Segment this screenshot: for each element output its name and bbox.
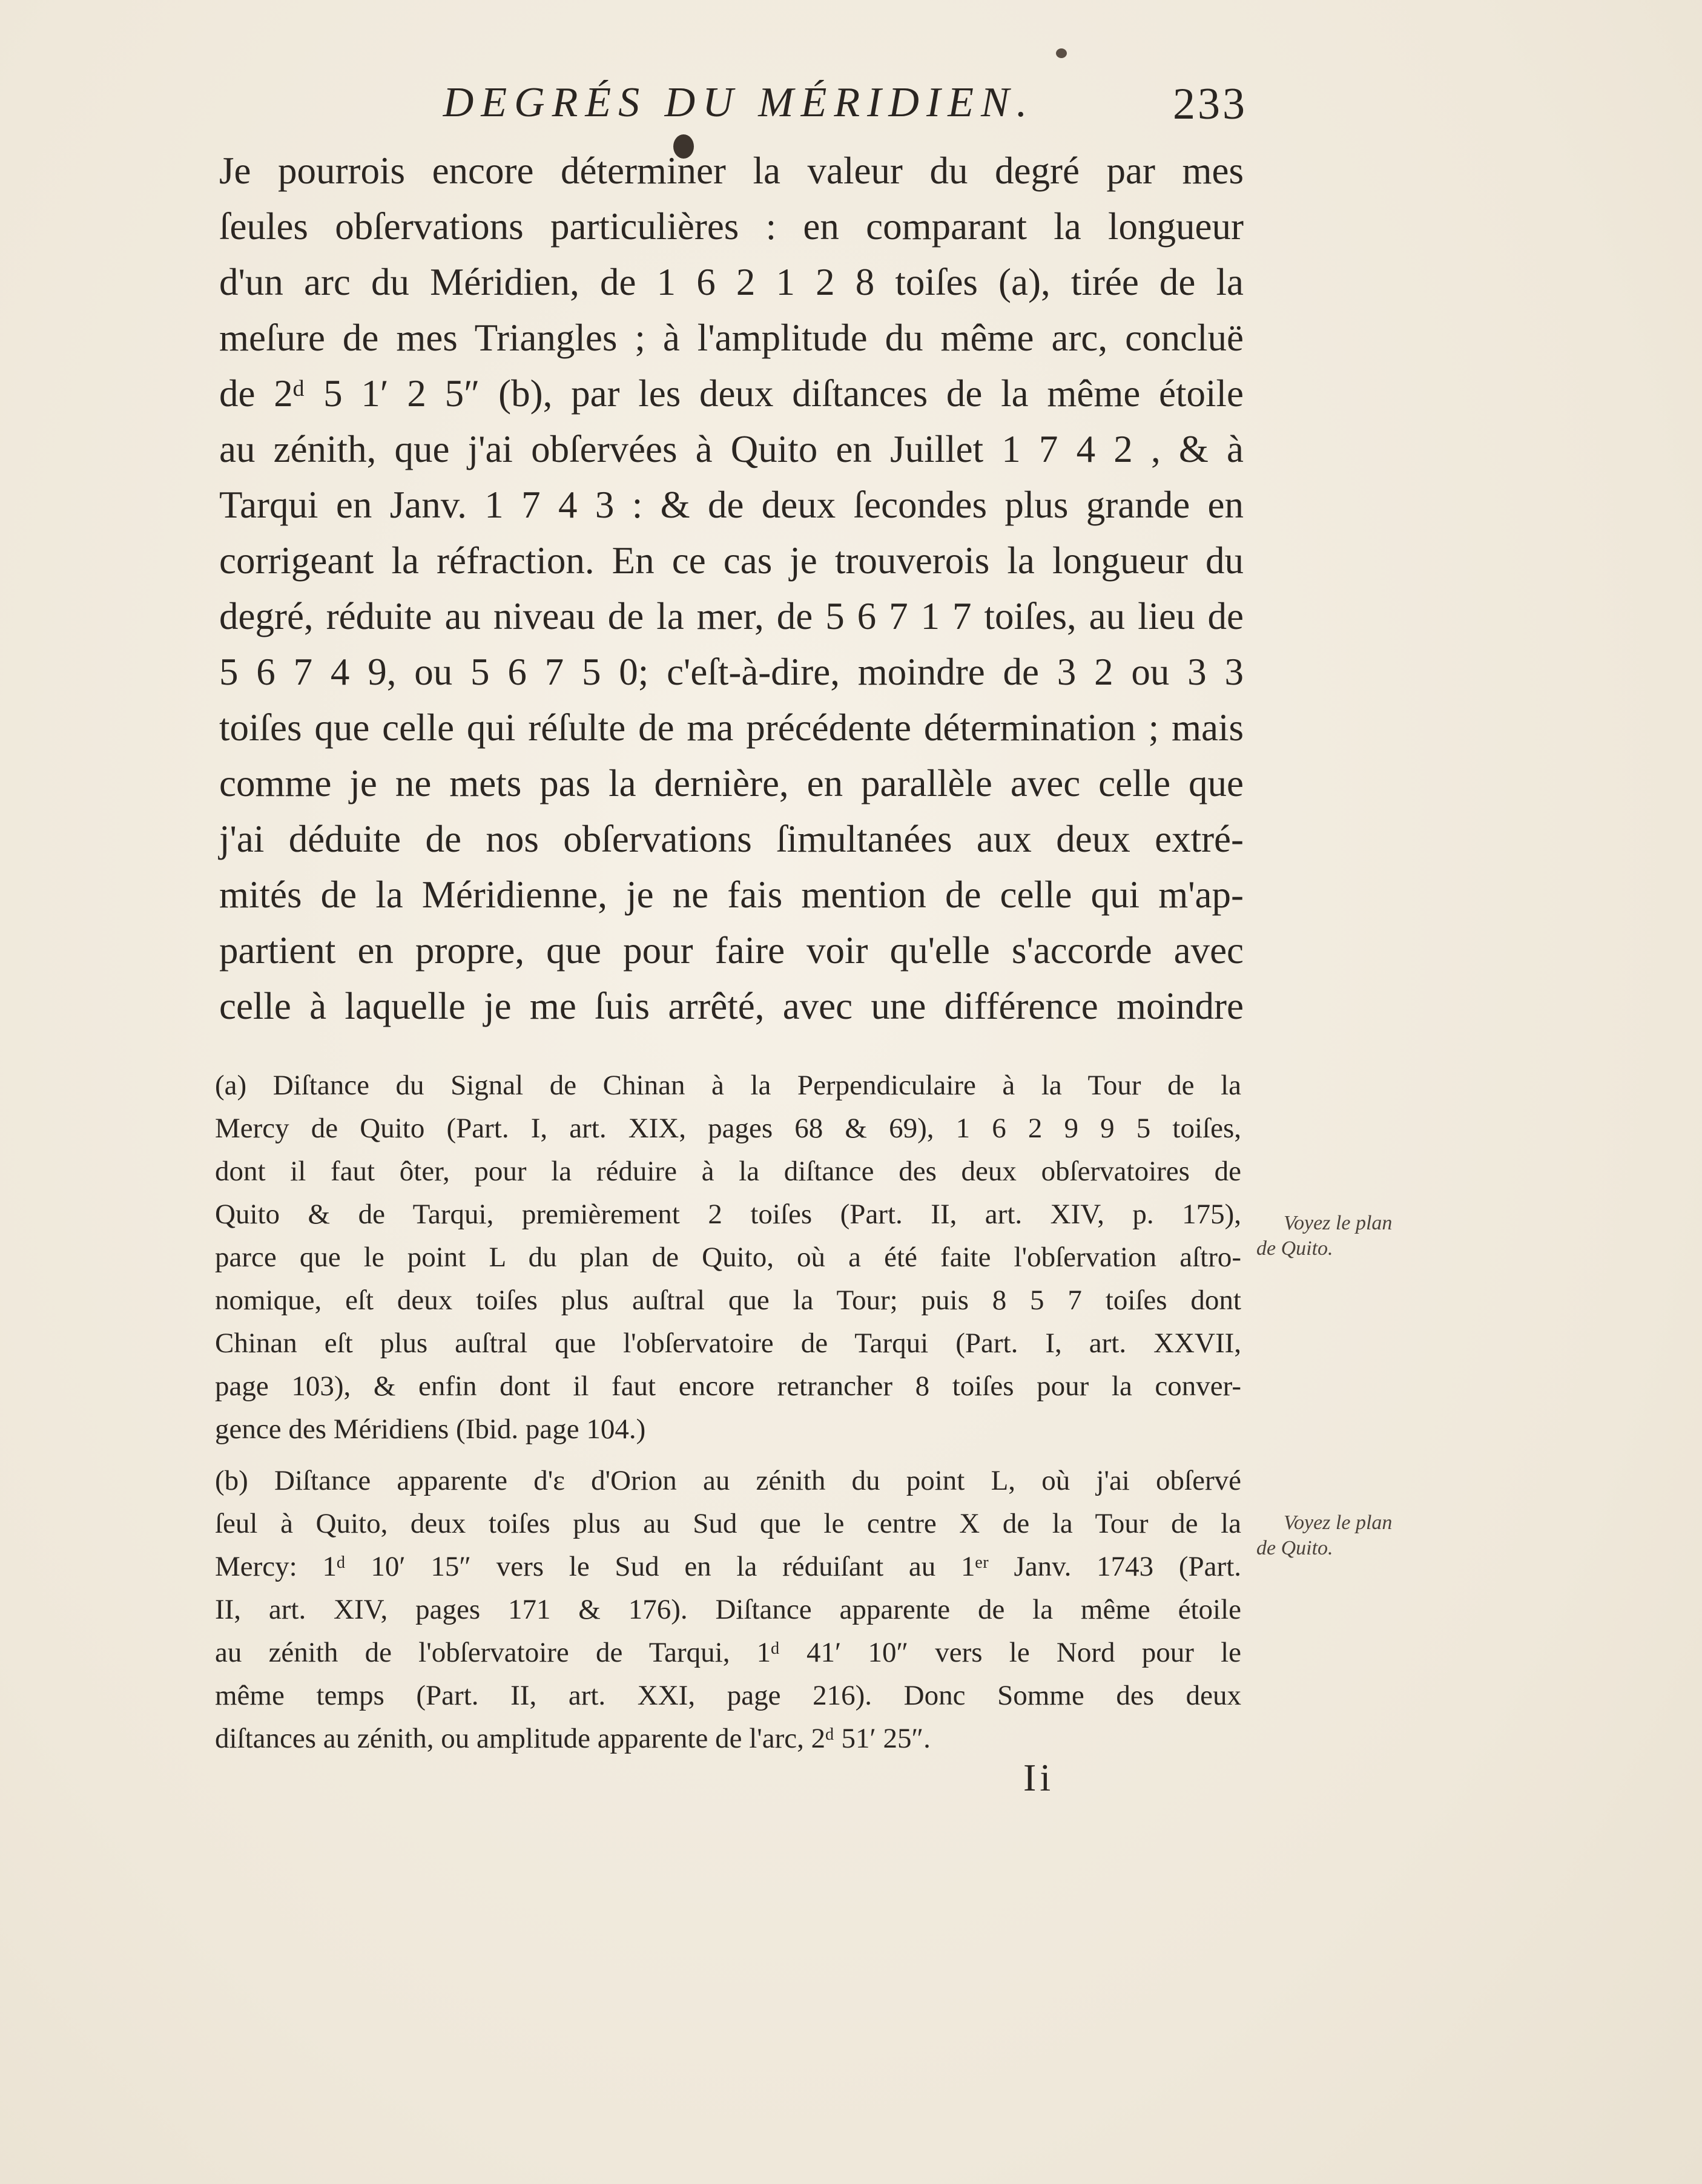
footnote-line: Quito & de Tarqui, premièrement 2 toiſes (Part. II, art. XIV, p. 175),: [215, 1199, 1241, 1230]
footnote-line: (b) Diſtance apparente d'ε d'Orion au zénith du point L, où j'ai obſervé: [215, 1465, 1241, 1496]
page-header: [218, 79, 1247, 145]
text-line: partient en propre, que pour faire voir qu'elle s'accorde avec: [219, 929, 1244, 972]
footnotes: [215, 1064, 1241, 1760]
running-head: DEGRÉS DU MÉRIDIEN.: [443, 79, 1035, 126]
footnote-line: Chinan eſt plus auſtral que l'obſervatoire de Tarqui (Part. I, art. XXVII,: [215, 1327, 1241, 1359]
margin-note-line: de Quito.: [1256, 1237, 1333, 1260]
footnote-line: (a) Diſtance du Signal de Chinan à la Perpendiculaire à la Tour de la: [215, 1070, 1241, 1101]
main-paragraph: [219, 143, 1244, 1034]
footnote-line: ſeul à Quito, deux toiſes plus au Sud que le centre X de la Tour de la: [215, 1508, 1241, 1539]
text-line: comme je ne mets pas la dernière, en parallèle avec celle que: [219, 762, 1244, 804]
text-line: Je pourrois encore déterminer la valeur du degré par mes: [219, 150, 1244, 192]
footnote-line: même temps (Part. II, art. XXI, page 216). Donc Somme des deux: [215, 1680, 1241, 1711]
footnote-line: nomique, eſt deux toiſes plus auſtral que la Tour; puis 8 5 7 toiſes dont: [215, 1284, 1241, 1316]
page-number: 233: [1173, 79, 1247, 129]
footnote-gap: [215, 1451, 1241, 1459]
text-line: 5 6 7 4 9, ou 5 6 7 5 0; c'eſt-à-dire, moindre de 3 2 ou 3 3: [219, 651, 1244, 693]
text-line: degré, réduite au niveau de la mer, de 5 6 7 1 7 toiſes, au lieu de: [219, 595, 1244, 637]
footnote-line: gence des Méridiens (Ibid. page 104.): [215, 1413, 646, 1445]
text-line: de 2ᵈ 5 1′ 2 5″ (b), par les deux diſtances de la même étoile: [219, 372, 1244, 415]
ink-blot: [1056, 48, 1067, 58]
footnote-line: Mercy de Quito (Part. I, art. XIX, pages 68 & 69), 1 6 2 9 9 5 toiſes,: [215, 1113, 1241, 1144]
footnote-line: II, art. XIV, pages 171 & 176). Diſtance apparente de la même étoile: [215, 1594, 1241, 1625]
footnote-line: parce que le point L du plan de Quito, où a été faite l'obſervation aſtro-: [215, 1242, 1241, 1273]
footnote-line: Mercy: 1ᵈ 10′ 15″ vers le Sud en la réduiſant au 1ᵉʳ Janv. 1743 (Part.: [215, 1551, 1241, 1582]
text-line: ſeules obſervations particulières : en comparant la longueur: [219, 205, 1244, 248]
margin-note-line: Voyez le plan: [1284, 1212, 1393, 1234]
text-line: j'ai déduite de nos obſervations ſimultanées aux deux extré-: [219, 818, 1244, 860]
footnote-line: au zénith de l'obſervatoire de Tarqui, 1ᵈ 41′ 10″ vers le Nord pour le: [215, 1637, 1241, 1668]
text-line: Tarqui en Janv. 1 7 4 3 : & de deux ſecondes plus grande en: [219, 484, 1244, 526]
text-line: au zénith, que j'ai obſervées à Quito en Juillet 1 7 4 2 , & à: [219, 428, 1244, 470]
margin-note-line: de Quito.: [1256, 1537, 1333, 1559]
signature-mark: Ii: [1023, 1756, 1055, 1799]
text-line: d'un arc du Méridien, de 1 6 2 1 2 8 toiſes (a), tirée de la: [219, 261, 1244, 303]
text-line: corrigeant la réfraction. En ce cas je trouverois la longueur du: [219, 539, 1244, 582]
text-line: mités de la Méridienne, je ne fais mention de celle qui m'ap-: [219, 873, 1244, 916]
margin-note: [1256, 1211, 1450, 1261]
text-line: celle à laquelle je me ſuis arrêté, avec une différence moindre: [219, 985, 1244, 1027]
footnote-line: dont il faut ôter, pour la réduire à la diſtance des deux obſervatoires de: [215, 1156, 1241, 1187]
footnote-line: diſtances au zénith, ou amplitude apparente de l'arc, 2ᵈ 51′ 25″.: [215, 1723, 931, 1754]
text-line: meſure de mes Triangles ; à l'amplitude du même arc, concluë: [219, 317, 1244, 359]
margin-note: [1256, 1510, 1450, 1561]
footnote-b: [215, 1459, 1241, 1760]
footnote-line: page 103), & enfin dont il faut encore retrancher 8 toiſes pour la conver-: [215, 1370, 1241, 1402]
text-line: toiſes que celle qui réſulte de ma précédente détermination ; mais: [219, 706, 1244, 749]
footnote-a: [215, 1064, 1241, 1451]
margin-note-line: Voyez le plan: [1284, 1511, 1393, 1534]
